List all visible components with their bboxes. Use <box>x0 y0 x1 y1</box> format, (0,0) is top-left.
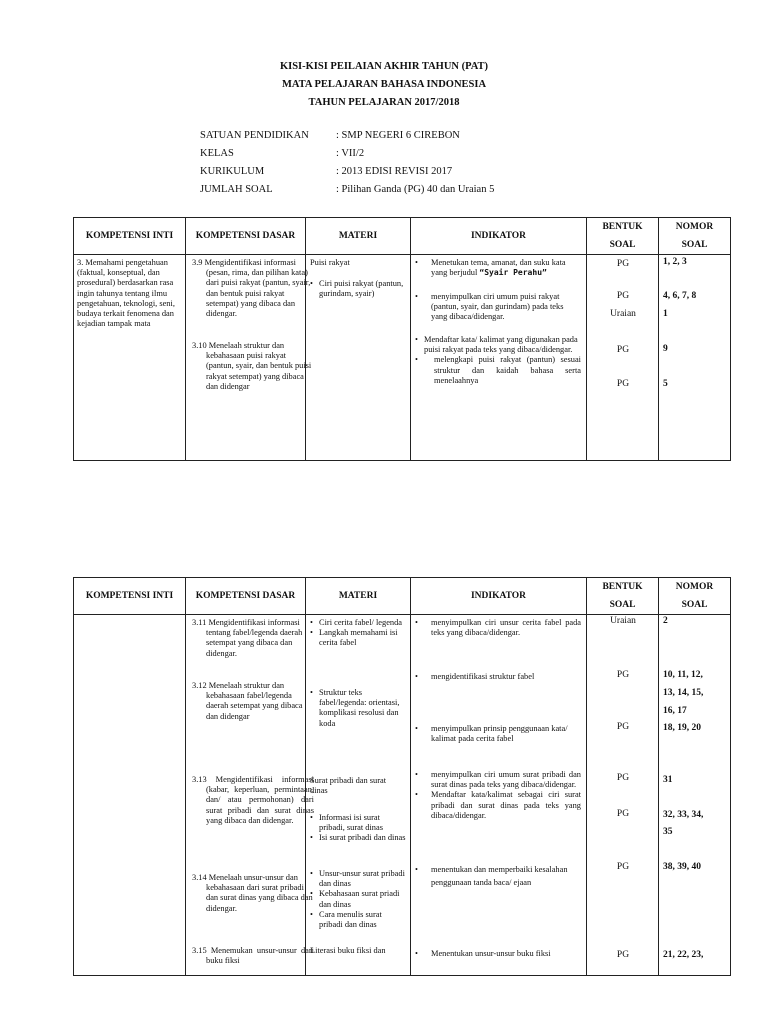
header-bentuk-soal <box>587 218 659 255</box>
bentuk-value: PG <box>616 950 630 960</box>
meta-label: KELAS <box>200 148 234 159</box>
header-nomor-soal <box>659 218 731 255</box>
kd-3-11: 3.11 Mengidentifikasi informasi tentang fabel/legenda daerah setempat yang dibaca dan didengar. <box>192 618 303 658</box>
header-kompetensi-dasar: KOMPETENSI DASAR <box>186 218 306 255</box>
header-indikator: INDIKATOR <box>411 218 587 255</box>
nomor-value: 4, 6, 7, 8 <box>663 291 697 301</box>
bentuk-value: Uraian <box>610 616 636 626</box>
meta-value: : SMP NEGERI 6 CIREBON <box>336 130 460 141</box>
table-header-row <box>74 218 731 255</box>
indikator-text: • mengidentifikasi struktur fabel <box>415 672 581 682</box>
nomor-value: 1 <box>663 309 668 319</box>
meta-value: : 2013 EDISI REVISI 2017 <box>336 166 453 177</box>
header-nomor-soal <box>659 578 731 615</box>
nomor-value: 31 <box>663 775 673 785</box>
meta-label: JUMLAH SOAL <box>200 184 273 195</box>
nomor-value: 5 <box>663 379 668 389</box>
header-kompetensi-inti: KOMPETENSI INTI <box>74 578 186 615</box>
kd-3-13: 3.13 Mengidentifikasi informasi (kabar, keperluan, permintaan, dan/ atau permohonan) dari surat pribadi dan surat dinas yang dibaca dan didengar. <box>192 775 314 825</box>
document-subtitle: MATA PELAJARAN BAHASA INDONESIA <box>281 79 487 90</box>
bentuk-value: PG <box>616 291 630 301</box>
materi-heading: Puisi rakyat <box>310 258 350 267</box>
materi-item: • Struktur teks fabel/legenda: orientasi, komplikasi resolusi dan koda <box>310 688 406 729</box>
table-row <box>74 615 731 976</box>
materi-list <box>310 279 404 299</box>
bentuk-value: PG <box>616 809 630 819</box>
kd-3-14: 3.14 Menelaah unsur-unsur dan kebahasaan dari surat pribadi dan surat dinas yang dibaca dan didengar. <box>192 873 313 913</box>
header-bentuk-line1: BENTUK <box>602 222 643 232</box>
kd-cell <box>186 615 314 976</box>
meta-value: : VII/2 <box>336 148 365 159</box>
nomor-value: 18, 19, 20 <box>663 723 701 733</box>
indikator-text: • melengkapi puisi rakyat (pantun) sesuai struktur dan kaidah bahasa serta menelaahnya <box>415 355 581 386</box>
bentuk-cell <box>587 255 659 461</box>
nomor-value: 32, 33, 34, <box>663 810 704 820</box>
header-nomor-line2: SOAL <box>681 240 708 250</box>
bentuk-value: PG <box>616 670 630 680</box>
indikator-item-3 <box>415 335 581 386</box>
materi-heading: Surat pribadi dan surat dinas <box>310 776 387 796</box>
nomor-cell <box>659 255 731 461</box>
header-bentuk-line2: SOAL <box>609 240 636 250</box>
table-header-row <box>74 578 731 615</box>
materi-item: • Informasi isi surat pribadi, surat dinas <box>310 813 406 833</box>
syair-perahu-quote: “Syair Perahu” <box>479 268 547 278</box>
indikator-item-2 <box>415 672 581 682</box>
meta-label: KURIKULUM <box>200 166 265 177</box>
materi-cell <box>306 615 411 976</box>
materi-item: • Ciri puisi rakyat (pantun, gurindam, syair) <box>310 279 404 299</box>
nomor-value: 2 <box>663 616 668 626</box>
bentuk-value: PG <box>616 862 630 872</box>
kd-cell <box>186 255 312 461</box>
materi-cell <box>306 255 411 461</box>
indikator-text: • menyimpulkan ciri unsur cerita fabel pada teks yang dibaca/didengar. <box>415 618 581 638</box>
header-kompetensi-inti: KOMPETENSI INTI <box>74 218 186 255</box>
header-kompetensi-dasar: KOMPETENSI DASAR <box>186 578 306 615</box>
kd-3-9: 3.9 Mengidentifikasi informasi (pesan, rima, dan pilihan kata) dari puisi rakyat (pantun, syair, dan bentuk puisi rakyat setempat) yang dibaca dan didengar. <box>192 258 311 319</box>
document-year: TAHUN PELAJARAN 2017/2018 <box>308 97 460 108</box>
header-bentuk-line1: BENTUK <box>602 582 643 592</box>
ki-cell <box>74 615 186 976</box>
nomor-value: 1, 2, 3 <box>663 257 687 267</box>
bentuk-value: PG <box>616 722 630 732</box>
bentuk-value: PG <box>616 379 630 389</box>
materi-item: • Kebahasaan surat priadi dan dinas <box>310 889 406 909</box>
header-nomor-line1: NOMOR <box>675 582 714 592</box>
nomor-value: 35 <box>663 827 673 837</box>
header-nomor-line2: SOAL <box>681 600 708 610</box>
indikator-text: • menentukan dan memperbaiki kesalahan penggunaan tanda baca/ ejaan <box>415 863 581 889</box>
kd-3-15: 3.15 Menemukan unsur-unsur dari buku fiksi <box>192 946 314 966</box>
ki-cell <box>74 255 186 461</box>
meta-label: SATUAN PENDIDIKAN <box>200 130 309 141</box>
indikator-cell <box>411 255 587 461</box>
nomor-value: 9 <box>663 344 668 354</box>
bentuk-value: Uraian <box>610 309 636 319</box>
materi-list-1 <box>310 618 406 649</box>
nomor-value: 10, 11, 12, <box>663 670 703 680</box>
indikator-text: • menyimpulkan prinsip penggunaan kata/ kalimat pada cerita fabel <box>415 724 581 744</box>
indikator-item-1 <box>415 258 581 278</box>
indikator-item-1 <box>415 618 581 638</box>
materi-item: • Unsur-unsur surat pribadi dan dinas <box>310 869 406 889</box>
bentuk-value: PG <box>616 259 630 269</box>
indikator-item-6 <box>415 949 581 959</box>
header-bentuk-line2: SOAL <box>609 600 636 610</box>
bentuk-cell <box>587 615 659 976</box>
kisi-table-2 <box>73 577 731 976</box>
materi-item: • Langkah memahami isi cerita fabel <box>310 628 406 648</box>
kisi-table-1 <box>73 217 731 461</box>
materi-item: • Isi surat pribadi dan dinas <box>310 833 406 843</box>
indikator-text: • Menetukan tema, amanat, dan suku kata yang berjudul “Syair Perahu” <box>415 258 581 278</box>
header-nomor-line1: NOMOR <box>675 222 714 232</box>
materi-list-3 <box>310 813 406 844</box>
materi-item: • Ciri cerita fabel/ legenda <box>310 618 406 628</box>
table-row <box>74 255 731 461</box>
bentuk-value: PG <box>616 345 630 355</box>
header-materi: MATERI <box>306 578 411 615</box>
materi-list-2 <box>310 688 406 729</box>
indikator-text: • Mendaftar kata/ kalimat yang digunakan pada puisi rakyat pada teks yang dibaca/didengar. <box>415 335 581 355</box>
indikator-cell <box>411 615 587 976</box>
materi-item: • Cara menulis surat pribadi dan dinas <box>310 910 406 930</box>
indikator-text: • menyimpulkan ciri umum surat pribadi dan surat dinas pada teks yang dibaca/didengar. <box>415 770 581 790</box>
nomor-value: 16, 17 <box>663 706 687 716</box>
header-materi: MATERI <box>306 218 411 255</box>
materi-list-4 <box>310 869 406 930</box>
meta-value: : Pilihan Ganda (PG) 40 dan Uraian 5 <box>336 184 495 195</box>
nomor-cell <box>659 615 731 976</box>
ki-text: 3. Memahami pengetahuan (faktual, konseptual, dan prosedural) berdasarkan rasa ingin tahunya tentang ilmu pengetahuan, teknologi, seni, budaya terkait fenomena dan kejadian tampak mata <box>77 258 175 329</box>
indikator-item-2 <box>415 292 581 323</box>
indikator-item-4 <box>415 770 581 821</box>
kd-3-10: 3.10 Menelaah struktur dan kebahasaan puisi rakyat (pantun, syair, dan bentuk puisi rakyat setempat) yang dibaca dan didengar <box>192 341 312 391</box>
indikator-item-3 <box>415 724 581 744</box>
nomor-value: 13, 14, 15, <box>663 688 704 698</box>
header-bentuk-soal <box>587 578 659 615</box>
indikator-text: • menyimpulkan ciri umum puisi rakyat (pantun, syair, dan gurindam) pada teks yang dibaca/didengar. <box>415 292 581 323</box>
indikator-text: • Mendaftar kata/kalimat sebagai ciri surat pribadi dan surat dinas pada teks yang dibaca/didengar. <box>415 790 581 821</box>
bentuk-value: PG <box>616 773 630 783</box>
kd-3-12: 3.12 Menelaah struktur dan kebahasaan fabel/legenda daerah setempat yang dibaca dan didengar <box>192 681 303 721</box>
nomor-value: 21, 22, 23, <box>663 950 704 960</box>
nomor-value: 38, 39, 40 <box>663 862 701 872</box>
indikator-text: • Menentukan unsur-unsur buku fiksi <box>415 949 581 959</box>
document-title: KISI-KISI PEILAIAN AKHIR TAHUN (PAT) <box>279 61 489 72</box>
materi-heading: Literasi buku fiksi dan <box>310 946 386 955</box>
header-indikator: INDIKATOR <box>411 578 587 615</box>
indikator-item-5 <box>415 863 581 889</box>
